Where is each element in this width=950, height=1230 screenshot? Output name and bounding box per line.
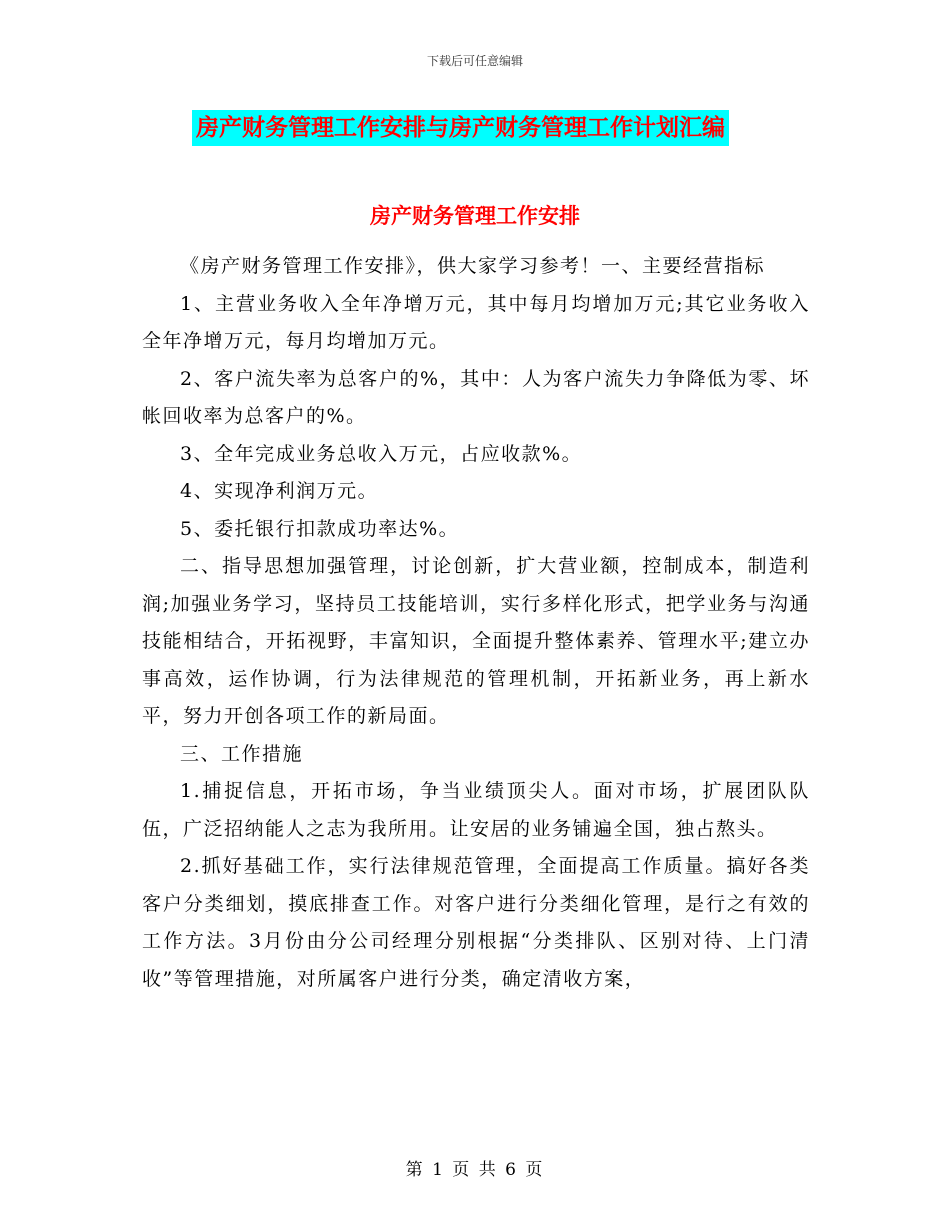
section-title: 房产财务管理工作安排 <box>370 204 580 228</box>
paragraph: 2、客户流失率为总客户的%，其中：人为客户流失力争降低为零、坏帐回收率为总客户的%。 <box>142 367 810 427</box>
paragraph: 5、委托银行扣款成功率达%。 <box>180 517 460 540</box>
document-body <box>142 248 810 998</box>
page-footer: 第 1 页 共 6 页 <box>405 1160 545 1180</box>
page-header-note: 下载后可任意编辑 <box>426 54 523 68</box>
paragraph: 4、实现净利润万元。 <box>180 480 379 502</box>
document-title: 房产财务管理工作安排与房产财务管理工作计划汇编 <box>192 110 729 146</box>
paragraph: 《房产财务管理工作安排》，供大家学习参考！一、主要经营指标 <box>180 255 766 277</box>
paragraph: 1.捕捉信息，开拓市场，争当业绩顶尖人。面对市场，扩展团队队伍，广泛招纳能人之志为我所用。让安居的业务铺遍全国，独占熬头。 <box>142 780 810 840</box>
paragraph: 1、主营业务收入全年净增万元，其中每月均增加万元;其它业务收入全年净增万元，每月均增加万元。 <box>142 292 810 352</box>
paragraph: 二、指导思想加强管理，讨论创新，扩大营业额，控制成本，制造利润;加强业务学习，坚持员工技能培训，实行多样化形式，把学业务与沟通技能相结合，开拓视野，丰富知识，全面提升整体素养、管理水平;建立办事高效，运作协调，行为法律规范的管理机制，开拓新业务，再上新水平，努力开创各项工作的新局面。 <box>142 555 810 727</box>
paragraph: 3、全年完成业务总收入万元，占应收款%。 <box>180 442 583 465</box>
paragraph: 三、工作措施 <box>180 742 304 765</box>
paragraph: 2.抓好基础工作，实行法律规范管理，全面提高工作质量。搞好各类客户分类细划，摸底排查工作。对客户进行分类细化管理，是行之有效的工作方法。3月份由分公司经理分别根据“分类排队、区别对待、上门清收”等管理措施，对所属客户进行分类，确定清收方案， <box>142 855 810 990</box>
